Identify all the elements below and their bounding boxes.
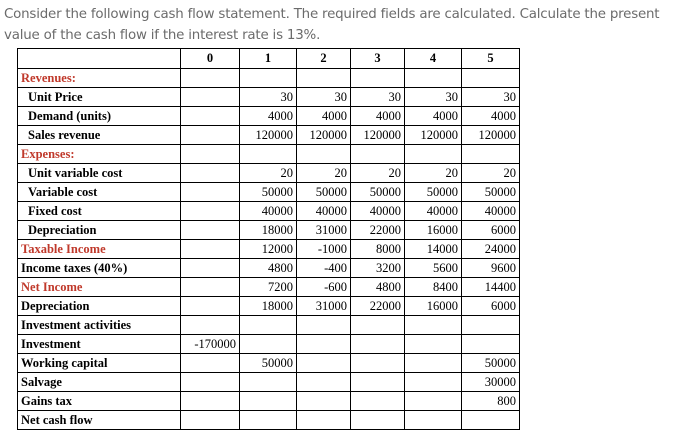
cell-year-3: 120000 [351, 126, 405, 145]
cell-year-2 [297, 392, 351, 411]
cell-year-3: 4000 [351, 107, 405, 126]
cell-year-0 [181, 392, 240, 411]
cell-year-1: 120000 [240, 126, 297, 145]
cell-year-2 [297, 69, 351, 88]
cell-year-0 [181, 202, 240, 221]
table-row [18, 335, 520, 354]
cell-year-5: 120000 [462, 126, 520, 145]
cell-year-3: 22000 [351, 221, 405, 240]
table-row [18, 392, 520, 411]
cell-year-2 [297, 145, 351, 164]
cell-year-1 [240, 69, 297, 88]
row-label: Unit Price [18, 88, 181, 107]
cell-year-5: 6000 [462, 221, 520, 240]
row-label: Revenues: [18, 69, 181, 88]
cell-year-3 [351, 335, 405, 354]
table-row [18, 278, 520, 297]
cell-year-1 [240, 145, 297, 164]
column-header-year-5: 5 [462, 49, 520, 69]
cell-year-0 [181, 240, 240, 259]
row-label: Salvage [18, 373, 181, 392]
table-row [18, 240, 520, 259]
cell-year-1 [240, 392, 297, 411]
cell-year-0 [181, 354, 240, 373]
cell-year-5: 50000 [462, 354, 520, 373]
cell-year-0 [181, 69, 240, 88]
cash-flow-table [17, 48, 520, 430]
cell-year-5: 20 [462, 164, 520, 183]
cell-year-1 [240, 316, 297, 335]
cell-year-5: 40000 [462, 202, 520, 221]
table-row [18, 297, 520, 316]
table-row [18, 411, 520, 430]
table-row [18, 221, 520, 240]
cell-year-5 [462, 335, 520, 354]
cell-year-4 [405, 354, 462, 373]
cell-year-2: 50000 [297, 183, 351, 202]
cell-year-4: 16000 [405, 297, 462, 316]
column-header-year-3: 3 [351, 49, 405, 69]
cell-year-0 [181, 126, 240, 145]
cell-year-5 [462, 316, 520, 335]
cell-year-3 [351, 145, 405, 164]
row-label: Depreciation [18, 297, 181, 316]
cell-year-5: 9600 [462, 259, 520, 278]
cell-year-4: 40000 [405, 202, 462, 221]
row-label: Income taxes (40%) [18, 259, 181, 278]
cell-year-4: 16000 [405, 221, 462, 240]
cell-year-3: 22000 [351, 297, 405, 316]
table-row [18, 164, 520, 183]
cell-year-5: 50000 [462, 183, 520, 202]
header-corner [18, 49, 181, 69]
cell-year-3 [351, 373, 405, 392]
cell-year-1: 18000 [240, 221, 297, 240]
row-label: Variable cost [18, 183, 181, 202]
cell-year-3 [351, 392, 405, 411]
cell-year-4: 50000 [405, 183, 462, 202]
cell-year-1: 18000 [240, 297, 297, 316]
cell-year-3: 8000 [351, 240, 405, 259]
cell-year-2 [297, 316, 351, 335]
cell-year-3: 4800 [351, 278, 405, 297]
cell-year-1: 12000 [240, 240, 297, 259]
cell-year-4 [405, 392, 462, 411]
cell-year-4: 20 [405, 164, 462, 183]
cell-year-4 [405, 411, 462, 430]
cell-year-3 [351, 354, 405, 373]
row-label: Demand (units) [18, 107, 181, 126]
cell-year-5: 800 [462, 392, 520, 411]
row-label: Fixed cost [18, 202, 181, 221]
cell-year-0: -170000 [181, 335, 240, 354]
cell-year-4: 120000 [405, 126, 462, 145]
cell-year-0 [181, 221, 240, 240]
cell-year-2 [297, 335, 351, 354]
cell-year-2: 4000 [297, 107, 351, 126]
cell-year-5: 30000 [462, 373, 520, 392]
cell-year-4: 4000 [405, 107, 462, 126]
cell-year-1: 40000 [240, 202, 297, 221]
cell-year-1 [240, 335, 297, 354]
column-header-year-1: 1 [240, 49, 297, 69]
cell-year-0 [181, 183, 240, 202]
row-label: Sales revenue [18, 126, 181, 145]
cell-year-3: 40000 [351, 202, 405, 221]
cell-year-2: 20 [297, 164, 351, 183]
cell-year-5: 6000 [462, 297, 520, 316]
row-label: Depreciation [18, 221, 181, 240]
cell-year-2: 120000 [297, 126, 351, 145]
cell-year-4: 14000 [405, 240, 462, 259]
cell-year-4 [405, 69, 462, 88]
cell-year-5 [462, 69, 520, 88]
table-row [18, 69, 520, 88]
cell-year-5: 4000 [462, 107, 520, 126]
cell-year-0 [181, 316, 240, 335]
cell-year-3: 3200 [351, 259, 405, 278]
cell-year-2: 31000 [297, 221, 351, 240]
cell-year-1: 50000 [240, 183, 297, 202]
table-row [18, 183, 520, 202]
row-label: Net cash flow [18, 411, 181, 430]
table-row [18, 126, 520, 145]
column-header-year-0: 0 [181, 49, 240, 69]
cell-year-4 [405, 335, 462, 354]
row-label: Working capital [18, 354, 181, 373]
table-row [18, 202, 520, 221]
column-header-year-2: 2 [297, 49, 351, 69]
cell-year-1: 50000 [240, 354, 297, 373]
cell-year-1 [240, 411, 297, 430]
cell-year-2: 40000 [297, 202, 351, 221]
cell-year-1 [240, 373, 297, 392]
table-row [18, 316, 520, 335]
row-label: Investment [18, 335, 181, 354]
cell-year-3 [351, 411, 405, 430]
cell-year-1: 4000 [240, 107, 297, 126]
cell-year-3: 30 [351, 88, 405, 107]
cell-year-0 [181, 164, 240, 183]
cell-year-1: 7200 [240, 278, 297, 297]
cell-year-2 [297, 411, 351, 430]
cell-year-0 [181, 145, 240, 164]
cell-year-3: 20 [351, 164, 405, 183]
cell-year-5: 30 [462, 88, 520, 107]
row-label: Taxable Income [18, 240, 181, 259]
row-label: Gains tax [18, 392, 181, 411]
cell-year-4 [405, 373, 462, 392]
cell-year-0 [181, 297, 240, 316]
cell-year-3 [351, 69, 405, 88]
cell-year-2 [297, 373, 351, 392]
header-row [18, 49, 520, 69]
cell-year-1: 30 [240, 88, 297, 107]
cell-year-0 [181, 259, 240, 278]
table-row [18, 88, 520, 107]
cell-year-2: -1000 [297, 240, 351, 259]
cell-year-4 [405, 316, 462, 335]
cell-year-2: 30 [297, 88, 351, 107]
table-row [18, 354, 520, 373]
row-label: Investment activities [18, 316, 181, 335]
table-row [18, 107, 520, 126]
cell-year-4 [405, 145, 462, 164]
cell-year-2: 31000 [297, 297, 351, 316]
question-text: Consider the following cash flow statement. The required fields are calculated. Calculate the present value of the cash flow if the interest rate is 13%. [4, 7, 660, 43]
cell-year-5: 14400 [462, 278, 520, 297]
cell-year-0 [181, 278, 240, 297]
row-label: Net Income [18, 278, 181, 297]
cell-year-2 [297, 354, 351, 373]
cell-year-4: 30 [405, 88, 462, 107]
cell-year-2: -400 [297, 259, 351, 278]
cell-year-0 [181, 107, 240, 126]
table-row [18, 259, 520, 278]
cell-year-1: 20 [240, 164, 297, 183]
cell-year-0 [181, 373, 240, 392]
table-row [18, 373, 520, 392]
cell-year-5: 24000 [462, 240, 520, 259]
cell-year-2: -600 [297, 278, 351, 297]
cell-year-3: 50000 [351, 183, 405, 202]
row-label: Expenses: [18, 145, 181, 164]
cell-year-4: 8400 [405, 278, 462, 297]
cell-year-1: 4800 [240, 259, 297, 278]
cell-year-4: 5600 [405, 259, 462, 278]
cell-year-5 [462, 145, 520, 164]
cell-year-0 [181, 411, 240, 430]
cell-year-5 [462, 411, 520, 430]
cell-year-3 [351, 316, 405, 335]
cell-year-0 [181, 88, 240, 107]
column-header-year-4: 4 [405, 49, 462, 69]
table-row [18, 145, 520, 164]
row-label: Unit variable cost [18, 164, 181, 183]
